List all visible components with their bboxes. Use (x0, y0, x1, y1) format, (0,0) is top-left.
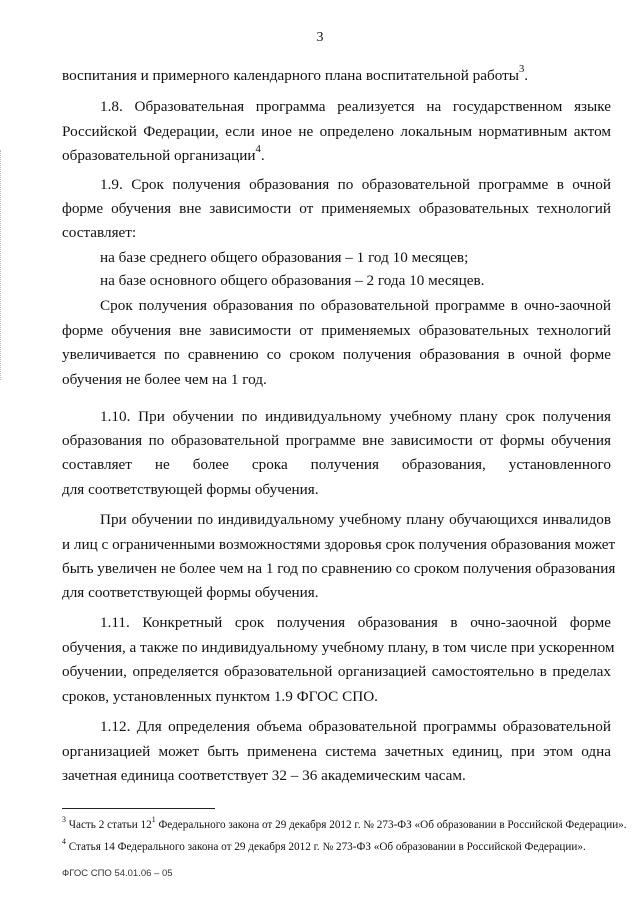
text-line (62, 63, 611, 86)
line-text: на базе основного общего образования – 2 года 10 месяцев. (100, 272, 485, 289)
footnote-text-rest: Федерального закона от 29 декабря 2012 г. № 273-ФЗ «Об образовании в Российской Федерации». (155, 819, 627, 831)
text-line (62, 559, 616, 579)
footnote-ref: 4 (255, 143, 261, 155)
text-line (62, 321, 611, 341)
footnote-text: Статья 14 Федерального закона от 29 декабря 2012 г. № 273-ФЗ «Об образовании в Российской Федерации». (65, 841, 586, 853)
footnote (62, 814, 627, 832)
text-line (62, 370, 611, 390)
text-line (62, 687, 611, 707)
line-text: При обучении по индивидуальному учебному плану обучающихся инвалидов (100, 511, 611, 528)
line-text: воспитания и примерного календарного плана воспитательной работы (62, 67, 519, 84)
line-text: для соответствующей формы обучения. (62, 481, 319, 498)
text-line (62, 199, 611, 219)
page-number: 3 (316, 30, 324, 45)
text-line (100, 175, 611, 195)
line-tail: . (524, 67, 529, 84)
line-text: обучении, определяется образовательной организацией самостоятельно в пределах (62, 663, 611, 680)
line-text: 1.12. Для определения объема образовательной программы образовательной (100, 718, 611, 735)
text-line (62, 535, 616, 555)
line-text: 1.9. Срок получения образования по образовательной программе в очной (100, 176, 611, 193)
line-tail: . (260, 147, 265, 164)
text-line (62, 345, 611, 365)
line-text: составляет не более срока получения образования, установленного (62, 456, 611, 473)
text-line (100, 510, 611, 530)
line-text: быть увеличен не более чем на 1 год по сравнению со сроком получения образования (62, 560, 616, 577)
text-line (62, 480, 611, 500)
line-text: организацией может быть применена система зачетных единиц, при этом одна (62, 743, 611, 760)
footnote-mark: 4 (62, 836, 66, 846)
document-code: ФГОС СПО 54.01.06 – 05 (62, 868, 173, 879)
line-text: и лиц с ограниченными возможностями здоровья срок получения образования может (62, 536, 616, 553)
line-text: увеличивается по сравнению со сроком получения образования в очной форме (62, 346, 611, 363)
line-text: обучения не более чем на 1 год. (62, 371, 267, 388)
text-line (100, 248, 611, 268)
footnote-ref: 3 (518, 63, 525, 75)
line-text: образования по образовательной программе вне зависимости от формы обучения (62, 432, 611, 449)
text-line (62, 431, 611, 451)
footnote-separator (62, 808, 215, 809)
text-line (62, 662, 611, 682)
text-line (62, 143, 611, 166)
line-text: образовательной организации (62, 147, 256, 164)
line-text: на базе среднего общего образования – 1 год 10 месяцев; (100, 249, 469, 266)
footnote-text-sup: 1 (151, 814, 156, 824)
footnote-mark: 3 (62, 814, 66, 824)
text-line (100, 407, 611, 427)
text-line (62, 766, 611, 786)
line-text: 1.10. При обучении по индивидуальному учебному плану срок получения (100, 408, 611, 425)
line-text: форме обучения вне зависимости от применяемых образовательных технологий (62, 200, 611, 217)
text-line (100, 296, 611, 316)
text-line (100, 97, 611, 117)
line-text: обучения, а также по индивидуальному учебному плану, в том числе при ускоренном (62, 639, 615, 656)
line-text: Российской Федерации, если иное не определено локальным нормативным актом (62, 123, 611, 140)
line-text: зачетная единица соответствует 32 – 36 академическим часам. (62, 767, 466, 784)
text-line (62, 583, 611, 603)
text-line (62, 122, 611, 142)
line-text: форме обучения вне зависимости от применяемых образовательных технологий (62, 322, 611, 339)
text-line (100, 271, 611, 291)
text-line (100, 613, 611, 633)
line-text: составляет: (62, 224, 137, 241)
line-text: для соответствующей формы обучения. (62, 584, 319, 601)
text-line (62, 742, 611, 762)
text-line (62, 455, 611, 475)
line-text: Срок получения образования по образовательной программе в очно-заочной (100, 297, 611, 314)
text-line (62, 638, 615, 658)
footnote (62, 836, 622, 854)
line-text: 1.8. Образовательная программа реализуется на государственном языке (100, 98, 611, 115)
text-line (62, 223, 611, 243)
line-text: сроков, установленных пунктом 1.9 ФГОС СПО. (62, 688, 378, 705)
text-line (100, 717, 611, 737)
scan-margin-marks (0, 150, 4, 380)
footnote-text: Часть 2 статьи 12 (65, 819, 152, 831)
line-text: 1.11. Конкретный срок получения образования в очно-заочной форме (100, 614, 611, 631)
